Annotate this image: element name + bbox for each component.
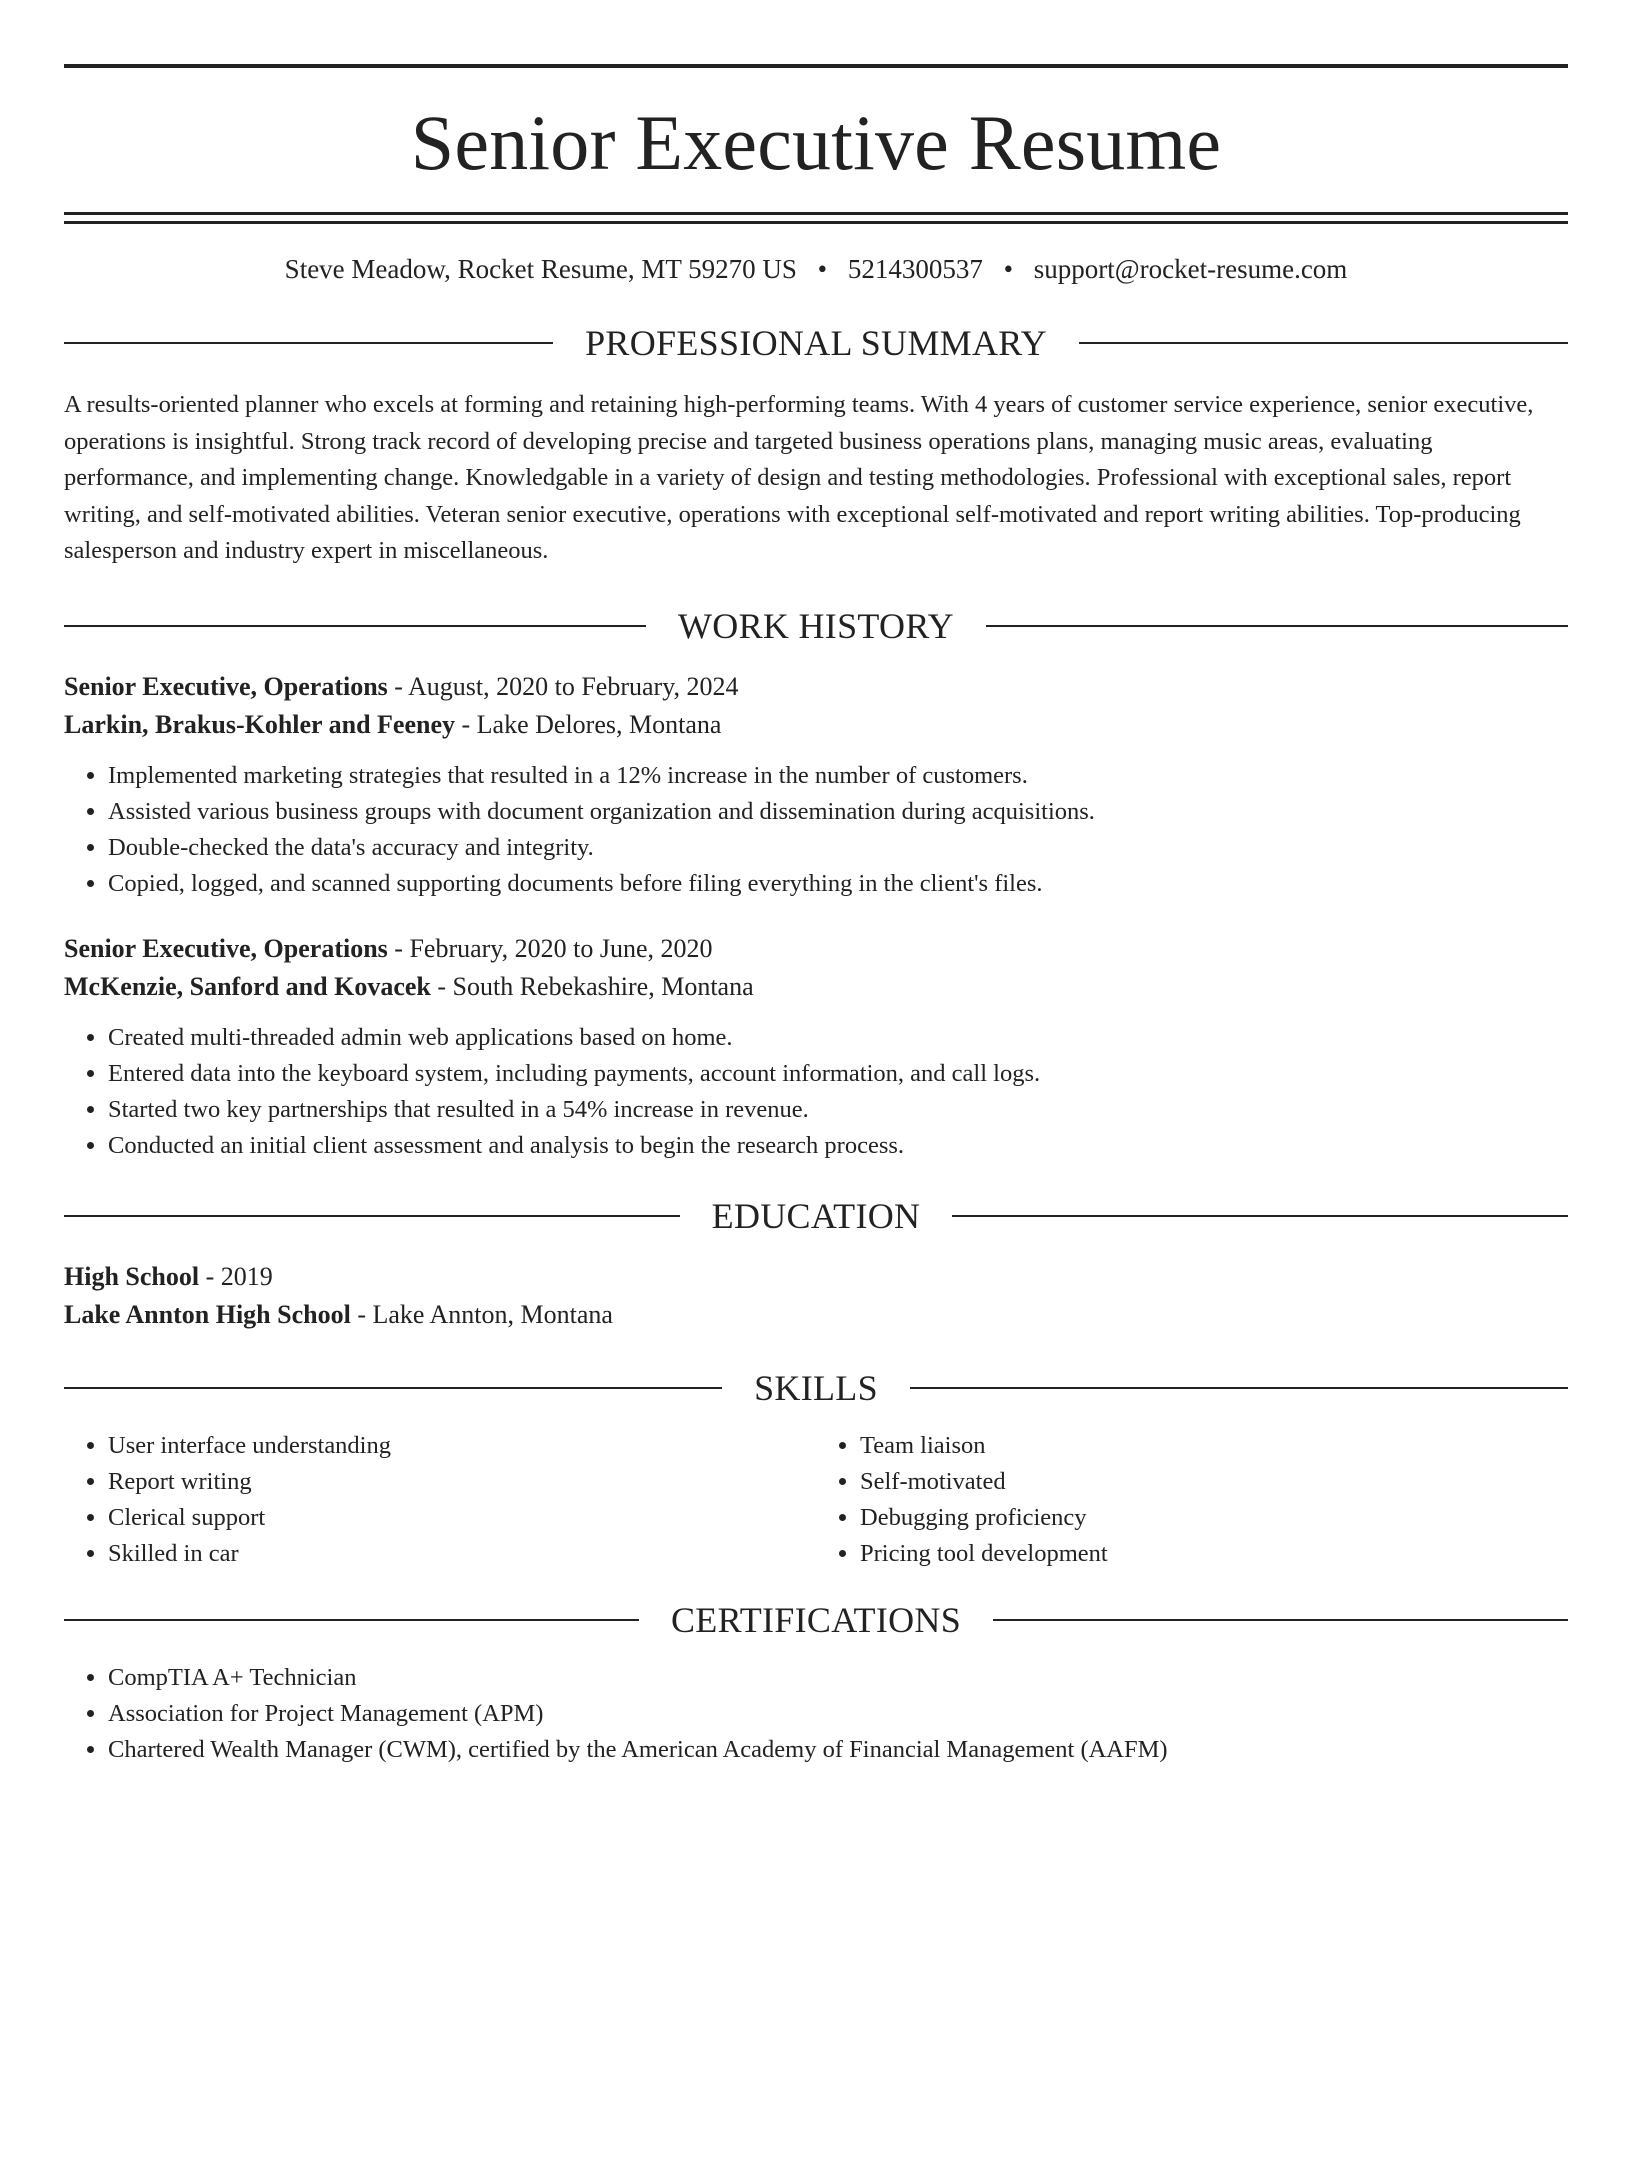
education-school: Lake Annton High School xyxy=(64,1299,351,1329)
job-location: - Lake Delores, Montana xyxy=(455,709,722,739)
job-location: - South Rebekashire, Montana xyxy=(430,971,754,1001)
job-company-row xyxy=(64,968,1568,1006)
job-company-row xyxy=(64,706,1568,744)
list-item: • CompTIA A+ Technician xyxy=(108,1660,1568,1696)
job-entry xyxy=(64,930,1568,1164)
skills-list xyxy=(64,1428,1568,1572)
section-heading-education xyxy=(64,1195,1568,1236)
contact-line xyxy=(64,254,1568,285)
title-double-rule xyxy=(64,212,1568,224)
contact-email: support@rocket-resume.com xyxy=(1033,254,1348,284)
heading-rule xyxy=(986,625,1568,627)
section-heading-skills xyxy=(64,1367,1568,1408)
education-degree: High School xyxy=(64,1261,200,1291)
section-title: CERTIFICATIONS xyxy=(670,1599,962,1640)
list-item: • Report writing xyxy=(108,1464,816,1500)
heading-rule xyxy=(64,342,553,344)
section-heading-summary xyxy=(64,325,1568,361)
summary-text: A results-oriented planner who excels at forming and retaining high-performing teams. With 4 years of customer service experience, senior executive, operations is insightful. Strong track record of developing precise and targeted business operations plans, managing music areas, evaluating performance, and implementing change. Knowledgable in a variety of design and testing methodologies. Professional with exceptional sales, report writing, and self-motivated abilities. Veteran senior executive, operations with exceptional self-motivated and report writing abilities. Top-producing salesperson and industry expert in miscellaneous. xyxy=(64,391,1534,564)
heading-rule xyxy=(993,1619,1568,1621)
contact-separator: • xyxy=(1003,254,1014,284)
list-item: • Association for Project Management (APM) xyxy=(108,1696,1568,1732)
heading-rule xyxy=(910,1387,1568,1389)
list-item: • Self-motivated xyxy=(860,1464,1568,1500)
list-item: • Started two key partnerships that resulted in a 54% increase in revenue. xyxy=(108,1092,1568,1128)
job-title-row xyxy=(64,930,1568,968)
page-title: Senior Executive Resume xyxy=(410,99,1222,186)
section-title: WORK HISTORY xyxy=(678,605,954,646)
education-degree-row xyxy=(64,1258,1568,1296)
education-school-row xyxy=(64,1296,1568,1334)
list-item: • Double-checked the data's accuracy and integrity. xyxy=(108,830,1568,866)
education-entry xyxy=(64,1258,1568,1334)
list-item: • Created multi-threaded admin web applications based on home. xyxy=(108,1020,1568,1056)
job-dates: - August, 2020 to February, 2024 xyxy=(387,671,739,701)
resume-page xyxy=(0,64,1632,2176)
list-item: • User interface understanding xyxy=(108,1428,816,1464)
list-item: • Pricing tool development xyxy=(860,1536,1568,1572)
heading-rule xyxy=(952,1215,1568,1217)
list-item: • Clerical support xyxy=(108,1500,816,1536)
job-entry xyxy=(64,668,1568,902)
job-dates: - February, 2020 to June, 2020 xyxy=(387,933,713,963)
list-item: • Skilled in car xyxy=(108,1536,816,1572)
section-title: EDUCATION xyxy=(711,1195,921,1236)
education-year: - 2019 xyxy=(199,1261,273,1291)
list-item: • Implemented marketing strategies that resulted in a 12% increase in the number of customers. xyxy=(108,758,1568,794)
section-title: SKILLS xyxy=(754,1367,878,1408)
heading-rule xyxy=(1079,342,1568,344)
list-item: • Assisted various business groups with document organization and dissemination during acquisitions. xyxy=(108,794,1568,830)
heading-rule xyxy=(64,625,646,627)
job-company: McKenzie, Sanford and Kovacek xyxy=(64,971,431,1001)
job-company: Larkin, Brakus-Kohler and Feeney xyxy=(64,709,456,739)
heading-rule xyxy=(64,1215,680,1217)
job-title-row xyxy=(64,668,1568,706)
certifications-list xyxy=(64,1660,1568,1768)
job-bullets xyxy=(64,758,1568,902)
contact-separator: • xyxy=(817,254,828,284)
section-heading-certifications xyxy=(64,1599,1568,1640)
list-item: • Conducted an initial client assessment and analysis to begin the research process. xyxy=(108,1128,1568,1164)
list-item: • Chartered Wealth Manager (CWM), certified by the American Academy of Financial Management (AAFM) xyxy=(108,1732,1568,1768)
list-item: • Debugging proficiency xyxy=(860,1500,1568,1536)
heading-rule xyxy=(64,1387,722,1389)
job-title: Senior Executive, Operations xyxy=(64,933,388,963)
education-location: - Lake Annton, Montana xyxy=(350,1299,613,1329)
contact-address: Steve Meadow, Rocket Resume, MT 59270 US xyxy=(284,254,797,284)
heading-rule xyxy=(64,1619,639,1621)
skills-column-left xyxy=(64,1428,816,1572)
job-bullets xyxy=(64,1020,1568,1164)
list-item: • Team liaison xyxy=(860,1428,1568,1464)
section-title: PROFESSIONAL SUMMARY xyxy=(585,323,1047,363)
job-title: Senior Executive, Operations xyxy=(64,671,388,701)
top-rule xyxy=(64,64,1568,68)
contact-phone: 5214300537 xyxy=(847,254,983,284)
skills-column-right xyxy=(816,1428,1568,1572)
list-item: • Copied, logged, and scanned supporting documents before filing everything in the client's files. xyxy=(108,866,1568,902)
section-heading-work-history xyxy=(64,605,1568,646)
list-item: • Entered data into the keyboard system, including payments, account information, and call logs. xyxy=(108,1056,1568,1092)
